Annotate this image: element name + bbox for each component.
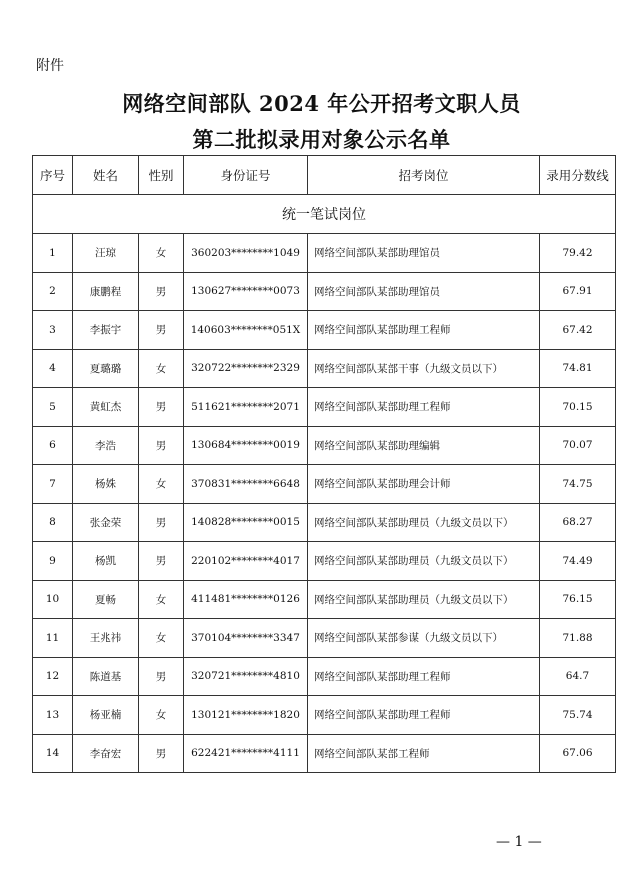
cell-name: 康鹏程 bbox=[73, 272, 139, 311]
cell-position: 网络空间部队某部助理员（九级文员以下） bbox=[308, 542, 540, 581]
attachment-label: 附件 bbox=[36, 58, 64, 74]
cell-position: 网络空间部队某部助理编辑 bbox=[308, 426, 540, 465]
cell-no: 7 bbox=[33, 465, 73, 504]
column-header-score: 录用分数线 bbox=[540, 156, 616, 195]
cell-id-number: 140603********051X bbox=[184, 311, 308, 350]
cell-no: 11 bbox=[33, 619, 73, 658]
cell-id-number: 140828********0015 bbox=[184, 503, 308, 542]
cell-gender: 男 bbox=[139, 503, 184, 542]
cell-name: 张金荣 bbox=[73, 503, 139, 542]
roster-table bbox=[32, 155, 616, 773]
cell-id-number: 411481********0126 bbox=[184, 580, 308, 619]
cell-position: 网络空间部队某部助理馆员 bbox=[308, 272, 540, 311]
column-header-gender: 性别 bbox=[139, 156, 184, 195]
cell-position: 网络空间部队某部助理员（九级文员以下） bbox=[308, 503, 540, 542]
cell-gender: 女 bbox=[139, 349, 184, 388]
cell-id-number: 360203********1049 bbox=[184, 234, 308, 273]
table-row bbox=[33, 580, 616, 619]
cell-score: 74.75 bbox=[540, 465, 616, 504]
page-title-line2: 第二批拟录用对象公示名单 bbox=[192, 127, 451, 152]
cell-name: 陈道基 bbox=[73, 657, 139, 696]
cell-gender: 女 bbox=[139, 580, 184, 619]
section-label: 统一笔试岗位 bbox=[33, 195, 616, 234]
cell-score: 67.91 bbox=[540, 272, 616, 311]
cell-position: 网络空间部队某部助理馆员 bbox=[308, 234, 540, 273]
cell-gender: 男 bbox=[139, 311, 184, 350]
cell-id-number: 370104********3347 bbox=[184, 619, 308, 658]
cell-gender: 男 bbox=[139, 734, 184, 773]
cell-score: 67.06 bbox=[540, 734, 616, 773]
table-row bbox=[33, 657, 616, 696]
cell-score: 71.88 bbox=[540, 619, 616, 658]
cell-score: 67.42 bbox=[540, 311, 616, 350]
cell-position: 网络空间部队某部参谋（九级文员以下） bbox=[308, 619, 540, 658]
table-row bbox=[33, 619, 616, 658]
column-header-position: 招考岗位 bbox=[308, 156, 540, 195]
cell-gender: 男 bbox=[139, 426, 184, 465]
cell-position: 网络空间部队某部助理会计师 bbox=[308, 465, 540, 504]
cell-no: 1 bbox=[33, 234, 73, 273]
cell-position: 网络空间部队某部助理工程师 bbox=[308, 657, 540, 696]
cell-no: 10 bbox=[33, 580, 73, 619]
table-row bbox=[33, 272, 616, 311]
table-row bbox=[33, 426, 616, 465]
cell-id-number: 130121********1820 bbox=[184, 696, 308, 735]
cell-gender: 男 bbox=[139, 388, 184, 427]
cell-score: 64.7 bbox=[540, 657, 616, 696]
table-row bbox=[33, 465, 616, 504]
cell-name: 汪琼 bbox=[73, 234, 139, 273]
cell-id-number: 320722********2329 bbox=[184, 349, 308, 388]
table-row bbox=[33, 503, 616, 542]
cell-score: 79.42 bbox=[540, 234, 616, 273]
cell-position: 网络空间部队某部干事（九级文员以下） bbox=[308, 349, 540, 388]
section-row bbox=[33, 195, 616, 234]
cell-name: 王兆祎 bbox=[73, 619, 139, 658]
cell-id-number: 220102********4017 bbox=[184, 542, 308, 581]
cell-id-number: 511621********2071 bbox=[184, 388, 308, 427]
table-row bbox=[33, 311, 616, 350]
cell-score: 76.15 bbox=[540, 580, 616, 619]
cell-score: 74.49 bbox=[540, 542, 616, 581]
cell-name: 李浩 bbox=[73, 426, 139, 465]
table-row bbox=[33, 734, 616, 773]
cell-score: 70.15 bbox=[540, 388, 616, 427]
cell-no: 3 bbox=[33, 311, 73, 350]
cell-name: 夏璐璐 bbox=[73, 349, 139, 388]
cell-score: 68.27 bbox=[540, 503, 616, 542]
cell-no: 8 bbox=[33, 503, 73, 542]
page-number: — 1 — bbox=[496, 834, 542, 850]
cell-position: 网络空间部队某部助理工程师 bbox=[308, 696, 540, 735]
cell-gender: 男 bbox=[139, 542, 184, 581]
cell-no: 14 bbox=[33, 734, 73, 773]
cell-gender: 男 bbox=[139, 272, 184, 311]
cell-no: 5 bbox=[33, 388, 73, 427]
table-row bbox=[33, 542, 616, 581]
cell-position: 网络空间部队某部助理工程师 bbox=[308, 388, 540, 427]
cell-id-number: 320721********4810 bbox=[184, 657, 308, 696]
cell-position: 网络空间部队某部工程师 bbox=[308, 734, 540, 773]
cell-no: 6 bbox=[33, 426, 73, 465]
cell-position: 网络空间部队某部助理工程师 bbox=[308, 311, 540, 350]
cell-gender: 女 bbox=[139, 465, 184, 504]
cell-name: 杨姝 bbox=[73, 465, 139, 504]
cell-no: 2 bbox=[33, 272, 73, 311]
cell-name: 李振宇 bbox=[73, 311, 139, 350]
cell-id-number: 370831********6648 bbox=[184, 465, 308, 504]
cell-id-number: 130627********0073 bbox=[184, 272, 308, 311]
cell-name: 夏畅 bbox=[73, 580, 139, 619]
column-header-id: 身份证号 bbox=[184, 156, 308, 195]
table-row bbox=[33, 388, 616, 427]
cell-position: 网络空间部队某部助理员（九级文员以下） bbox=[308, 580, 540, 619]
cell-gender: 女 bbox=[139, 234, 184, 273]
table-row bbox=[33, 234, 616, 273]
page-title-line1: 网络空间部队 2024 年公开招考文职人员 bbox=[122, 91, 521, 116]
cell-id-number: 622421********4111 bbox=[184, 734, 308, 773]
cell-gender: 男 bbox=[139, 657, 184, 696]
table-header-row bbox=[33, 156, 616, 195]
cell-no: 9 bbox=[33, 542, 73, 581]
cell-name: 杨亚楠 bbox=[73, 696, 139, 735]
cell-no: 13 bbox=[33, 696, 73, 735]
cell-no: 4 bbox=[33, 349, 73, 388]
cell-score: 70.07 bbox=[540, 426, 616, 465]
table-row bbox=[33, 696, 616, 735]
column-header-no: 序号 bbox=[33, 156, 73, 195]
cell-name: 黄虹杰 bbox=[73, 388, 139, 427]
cell-score: 75.74 bbox=[540, 696, 616, 735]
cell-no: 12 bbox=[33, 657, 73, 696]
cell-gender: 女 bbox=[139, 696, 184, 735]
cell-gender: 女 bbox=[139, 619, 184, 658]
cell-score: 74.81 bbox=[540, 349, 616, 388]
cell-name: 杨凯 bbox=[73, 542, 139, 581]
table-row bbox=[33, 349, 616, 388]
cell-name: 李奋宏 bbox=[73, 734, 139, 773]
column-header-name: 姓名 bbox=[73, 156, 139, 195]
cell-id-number: 130684********0019 bbox=[184, 426, 308, 465]
